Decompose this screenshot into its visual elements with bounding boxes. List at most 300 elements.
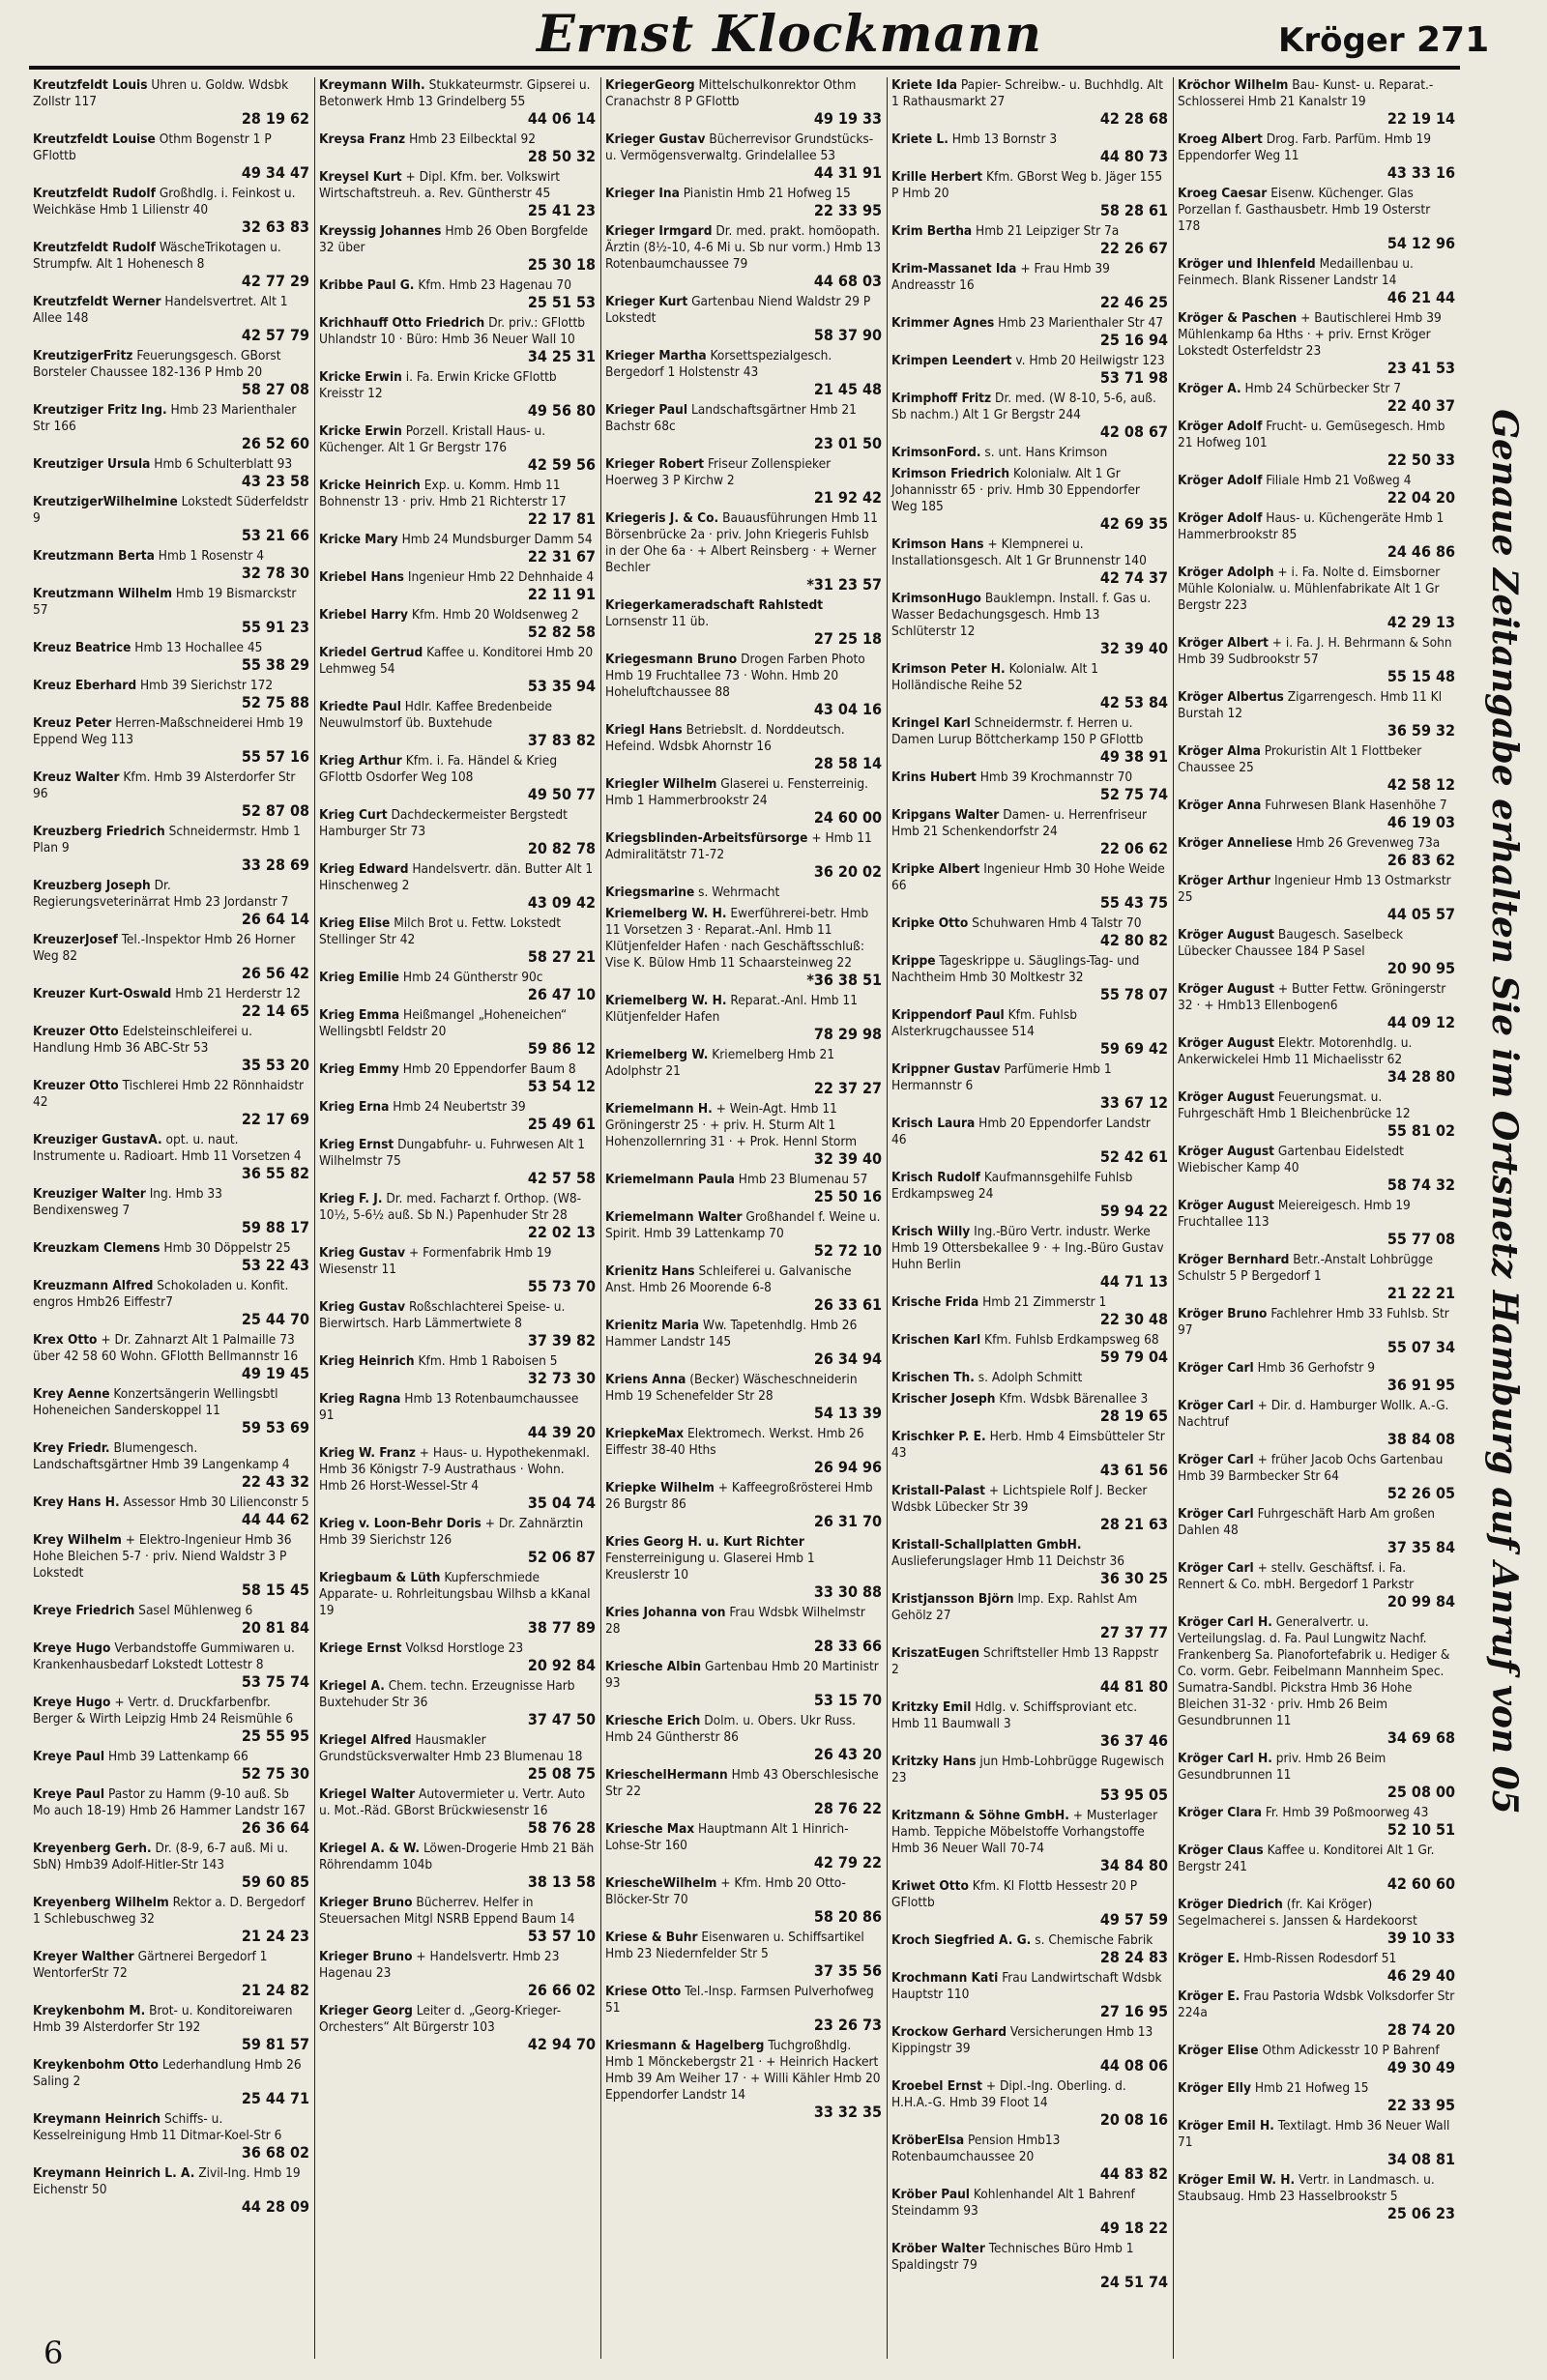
entry-phone: 52 75 74 [1099,785,1168,803]
entry-description: Assessor Hmb 30 Lilienconstr 5 [123,1495,309,1510]
directory-entry [891,1332,1168,1365]
directory-entry [605,1534,882,1600]
entry-name: Krimson Peter H. [891,661,1006,677]
entry-name: Kricke Heinrich [319,478,421,493]
directory-entry [1178,1560,1455,1610]
entry-phone: 44 83 82 [1099,2164,1168,2183]
entry-description: Versicherungen Hmb 13 Kippingstr 39 [891,2024,1153,2056]
entry-phone: 22 26 67 [1099,239,1168,257]
entry-phone: 52 72 10 [813,1241,882,1260]
entry-phone: 49 38 91 [1099,747,1168,766]
entry-description: Dolm. u. Obers. Ukr Russ. Hmb 24 Güntherstr 86 [605,1713,857,1745]
directory-entry [891,537,1168,586]
entry-description: Hmb 21 Zimmerstr 1 [982,1294,1107,1310]
entry-name: Kriege Ernst [319,1640,402,1656]
entry-description: Korsettspezialgesch. Bergedorf 1 Holstenstr 43 [605,348,832,380]
entry-description: Damen- u. Herrenfriseur Hmb 21 Schenkendorfstr 24 [891,807,1148,839]
directory-entry [1178,310,1455,376]
entry-description: Hmb 39 Lattenkamp 66 [107,1749,248,1764]
entry-phone: 59 69 42 [1099,1039,1168,1058]
entry-name: Kriete L. [891,131,949,147]
entry-description: Porzell. Kristall Haus- u. Küchenger. Alt 1 Gr Bergstr 176 [319,423,546,455]
entry-phone: 27 16 95 [1099,2002,1168,2020]
entry-description: Lederhandlung Hmb 26 Saling 2 [33,2057,302,2089]
entry-description: Kfm. Fuhlsb Alsterkrugchaussee 514 [891,1007,1077,1039]
entry-name: Kröger E. [1178,1988,1241,2004]
directory-entry [891,953,1168,1002]
entry-description: Kfm. GBorst Weg b. Jäger 155 P Hmb 20 [891,169,1163,201]
entry-description: Tageskrippe u. Säuglings-Tag- und Nachtheim Hmb 30 Moltkestr 32 [891,953,1140,985]
entry-description: Ing.-Büro Vertr. industr. Werke Hmb 19 Ottersbekallee 9 · + Ing.-Büro Gustav Huhn Berlin [891,1224,1164,1272]
entry-description: + Lichtspiele Rolf J. Becker Wdsbk Lübecker Str 39 [891,1483,1148,1515]
entry-phone: 53 22 43 [241,1256,309,1274]
entry-name: Kriegsblinden-Arbeitsfürsorge [605,830,808,846]
entry-name: Kröger Alma [1178,743,1261,759]
entry-name: Kripke Otto [891,915,969,931]
entry-phone: 58 27 21 [527,947,596,966]
entry-name: KröberElsa [891,2133,965,2148]
directory-entry [319,1516,596,1565]
directory-entry [319,1137,596,1186]
entry-name: Kriepke Wilhelm [605,1480,715,1495]
entry-phone: 25 55 95 [241,1727,309,1745]
entry-description: Gartenbau Niend Waldstr 29 P Lokstedt [605,294,871,326]
entry-name: Kreuzberg Joseph [33,878,151,893]
directory-entry [1178,1398,1455,1447]
entry-phone: 28 76 22 [813,1799,882,1817]
directory-entry [605,1767,882,1816]
entry-phone: 43 61 56 [1099,1461,1168,1479]
entry-name: Krimpen Leendert [891,353,1012,368]
entry-phone: 42 57 58 [527,1169,596,1187]
entry-description: Löwen-Drogerie Hmb 21 Bäh Röhrendamm 104b [319,1841,595,1872]
entry-phone: 55 91 23 [241,618,309,636]
entry-name: Kriegl Hans [605,722,683,738]
directory-entry [33,240,309,289]
entry-name: Kröger Anneliese [1178,835,1293,851]
entry-phone: 53 75 74 [241,1672,309,1691]
directory-entry [1178,1897,1455,1946]
entry-name: Kritzky Hans [891,1754,977,1769]
entry-description: Feuerungsmat. u. Fuhrgeschäft Hmb 1 Bleichenbrücke 12 [1178,1089,1411,1121]
entry-description: + Dir. d. Hamburger Wollk. A.-G. Nachtruf [1178,1398,1449,1430]
entry-phone: 21 45 48 [813,380,882,398]
directory-entry [319,169,596,218]
entry-name: Kroeg Caesar [1178,186,1268,201]
entry-name: Kröger August [1178,1035,1275,1051]
entry-phone: 36 55 82 [241,1164,309,1182]
directory-entry [33,1332,309,1381]
entry-name: Kriwet Otto [891,1878,969,1894]
directory-entry [1178,473,1455,506]
directory-entry [605,1209,882,1259]
entry-name: Kristall-Schallplatten GmbH. [891,1537,1082,1553]
entry-phone: 42 77 29 [241,272,309,290]
entry-description: Vertr. in Landmasch. u. Staubsaug. Hmb 23 Hasselbrookstr 5 [1178,2172,1435,2204]
directory-entry [1178,131,1455,181]
directory-entry [891,223,1168,256]
column-1 [29,77,315,2359]
directory-entry [33,1695,309,1744]
entry-phone: 44 81 80 [1099,1677,1168,1696]
directory-entry [33,586,309,635]
entry-phone: 55 78 07 [1099,985,1168,1003]
directory-entry [1178,77,1455,127]
entry-phone: 32 63 83 [241,218,309,236]
entry-name: Kriegeris J. & Co. [605,510,719,526]
entry-phone: 52 10 51 [1386,1820,1455,1839]
directory-entry [33,932,309,981]
entry-phone: 22 19 14 [1386,109,1455,128]
entry-name: Krex Otto [33,1332,98,1348]
entry-description: Tel.-Inspektor Hmb 26 Horner Weg 82 [33,932,296,964]
directory-entry [605,1875,882,1925]
entry-phone: 42 57 79 [241,326,309,344]
entry-description: Hmb 23 Marienthaler Str 47 [998,315,1164,331]
directory-entry [33,456,309,489]
entry-name: Kröger Carl [1178,1398,1254,1413]
page-number: 271 [1416,20,1490,60]
entry-phone: 25 08 00 [1386,1783,1455,1801]
entry-name: Kreymann Wilh. [319,77,425,93]
entry-description: Lornsenstr 11 üb. [605,614,710,629]
entry-phone: 27 37 77 [1099,1623,1168,1641]
entry-description: Bauklempn. Install. f. Gas u. Wasser Bedachungsgesch. Hmb 13 Schlüterstr 12 [891,591,1152,639]
columns-container [29,77,1460,2359]
directory-entry [33,1240,309,1273]
directory-entry [891,1591,1168,1640]
directory-entry [33,1278,309,1327]
directory-entry [605,652,882,717]
entry-name: Kriemelmann H. [605,1101,713,1117]
entry-description: Frau Pastoria Wdsbk Volksdorfer Str 224a [1178,1988,1455,2020]
entry-name: Krisch Rudolf [891,1170,980,1185]
directory-entry [605,186,882,218]
entry-description: Kaffee u. Konditorei Alt 1 Gr. Bergstr 241 [1178,1843,1435,1874]
entry-name: Krimson Hans [891,537,984,552]
entry-name: Kriemelberg W. [605,1047,709,1062]
entry-name: Kreymann Heinrich [33,2111,161,2127]
entry-name: Kreysa Franz [319,131,406,147]
directory-entry [1178,635,1455,684]
entry-phone: 53 95 05 [1099,1785,1168,1804]
entry-name: Krieg Emilie [319,970,399,985]
entry-phone: 22 30 48 [1099,1310,1168,1328]
entry-description: s. Adolph Schmitt [978,1370,1083,1385]
entry-name: Kröger Bruno [1178,1306,1268,1321]
entry-name: Kristjansson Björn [891,1591,1014,1607]
directory-entry [319,1099,596,1132]
directory-entry [33,2057,309,2106]
entry-name: Kreykenbohm Otto [33,2057,159,2073]
entry-name: Kriegel A. [319,1678,385,1694]
entry-phone: 22 06 62 [1099,839,1168,857]
entry-name: Kröger Anna [1178,798,1262,813]
entry-phone: 37 47 50 [527,1710,596,1728]
entry-name: Krieg v. Loon-Behr Doris [319,1516,482,1531]
directory-entry [319,1007,596,1057]
directory-entry [1178,2043,1455,2075]
directory-entry [319,1245,596,1294]
entry-phone: 22 17 69 [241,1110,309,1128]
directory-entry [319,1786,596,1836]
entry-description: Herren-Maßschneiderei Hmb 19 Eppend Weg 113 [33,715,304,747]
entry-description: Hmb 39 Krochmannstr 70 [979,769,1133,785]
entry-phone: 59 53 69 [241,1418,309,1437]
entry-phone: 20 92 84 [527,1656,596,1674]
entry-name: Kriegel Alfred [319,1732,412,1748]
directory-entry [1178,689,1455,739]
directory-entry [319,1191,596,1240]
entry-phone: 44 71 13 [1099,1272,1168,1291]
directory-entry [891,1754,1168,1803]
entry-phone: 53 21 66 [241,526,309,544]
entry-phone: 59 86 12 [527,1039,596,1058]
entry-name: Krippner Gustav [891,1061,1001,1077]
directory-entry [33,1895,309,1944]
entry-name: Kreuziger GustavA. [33,1132,162,1147]
entry-name: Kriese & Buhr [605,1930,698,1945]
directory-entry [33,2165,309,2215]
directory-entry [33,1786,309,1836]
entry-phone: 46 21 44 [1386,288,1455,306]
entry-phone: 58 15 45 [241,1581,309,1599]
directory-entry [33,1603,309,1636]
entry-description: Frucht- u. Gemüsegesch. Hmb 21 Hofweg 101 [1178,419,1445,450]
entry-phone: 52 75 88 [241,693,309,711]
entry-phone: 34 69 68 [1386,1728,1455,1747]
entry-description: Fr. Hmb 39 Poßmoorweg 43 [1265,1805,1429,1820]
entry-description: + Frau Hmb 39 Andreasstr 16 [891,261,1110,293]
entry-description: Kriemelberg Hmb 21 Adolphstr 21 [605,1047,835,1079]
footer-page-marker: 6 [44,2335,64,2371]
entry-phone: 26 47 10 [527,985,596,1003]
entry-name: Krieg Gustav [319,1245,406,1261]
entry-phone: 23 01 50 [813,434,882,452]
entry-phone: 34 08 81 [1386,2150,1455,2168]
entry-description: Pension Hmb13 Rotenbaumchaussee 20 [891,2133,1061,2164]
directory-entry [891,2187,1168,2236]
directory-entry [33,1386,309,1436]
entry-phone: 49 30 49 [1386,2058,1455,2076]
entry-phone: 42 60 60 [1386,1874,1455,1893]
entry-name: Kriegesmann Bruno [605,652,738,667]
entry-description: Hmb 23 Eilbecktal 92 [409,131,537,147]
entry-name: Krieger Gustav [605,131,706,147]
entry-name: Krienitz Maria [605,1318,700,1333]
entry-name: Kroeg Albert [1178,131,1263,147]
entry-name: Kröger Diedrich [1178,1897,1283,1912]
directory-entry [33,131,309,181]
entry-description: + Klempnerei u. Installationsgesch. Alt 1 Gr Brunnenstr 140 [891,537,1147,568]
entry-description: Kfm. Kl Flottb Hessestr 20 P GFlottb [891,1878,1138,1910]
entry-phone: 25 44 71 [241,2089,309,2107]
entry-phone: 25 06 23 [1386,2204,1455,2222]
entry-description: Elektromech. Werkst. Hmb 26 Eiffestr 38-40 Hths [605,1426,864,1458]
entry-description: Hmb 21 Herderstr 12 [175,986,301,1001]
entry-phone: 28 50 32 [527,147,596,165]
entry-description: Heißmangel „Hoheneichen“ Wellingsbtl Feldstr 20 [319,1007,568,1039]
entry-name: Kriegbaum & Lüth [319,1570,441,1585]
entry-phone: 42 80 82 [1099,931,1168,949]
entry-phone: 22 40 37 [1386,396,1455,415]
entry-phone: 55 77 08 [1386,1230,1455,1248]
directory-entry [605,1372,882,1421]
entry-description: Hmb 26 Grevenweg 73a [1296,835,1441,851]
entry-phone: 24 51 74 [1099,2273,1168,2291]
entry-name: Kriesmann & Hagelberg [605,2038,765,2053]
directory-entry [891,1970,1168,2019]
entry-name: Krieg Erna [319,1099,390,1115]
directory-entry [891,1878,1168,1928]
entry-description: Hdlg. v. Schiffsproviant etc. Hmb 11 Baumwall 3 [891,1699,1138,1731]
entry-phone: 44 05 57 [1386,905,1455,923]
entry-description: Elektr. Motorenhdlg. u. Ankerwickelei Hmb 11 Michaelisstr 62 [1178,1035,1413,1067]
directory-entry [319,77,596,127]
directory-entry [33,1024,309,1073]
entry-description: Drog. Farb. Parfüm. Hmb 19 Eppendorfer Weg 11 [1178,131,1432,163]
entry-phone: 38 84 08 [1386,1430,1455,1448]
entry-phone: 37 35 56 [813,1961,882,1980]
entry-phone: 36 91 95 [1386,1376,1455,1394]
entry-description: Meiereigesch. Hmb 19 Fruchtallee 113 [1178,1198,1411,1230]
entry-phone: 22 33 95 [813,201,882,219]
entry-description: Kfm. Hmb 23 Hagenau 70 [418,277,571,293]
directory-entry [319,753,596,802]
entry-phone: 25 30 18 [527,255,596,274]
directory-entry [33,1841,309,1890]
directory-entry [1178,381,1455,414]
directory-entry [891,2133,1168,2182]
entry-description: + früher Jacob Ochs Gartenbau Hmb 39 Barmbecker Str 64 [1178,1452,1444,1484]
entry-phone: 25 08 75 [527,1764,596,1783]
directory-entry [33,1440,309,1490]
entry-description: Pianistin Hmb 21 Hofweg 15 [683,186,851,201]
directory-entry [1178,1805,1455,1838]
entry-name: Krey Hans H. [33,1495,120,1510]
entry-description: Papier- Schreibw.- u. Buchhdlg. Alt 1 Rathausmarkt 27 [891,77,1163,109]
entry-phone: 26 56 42 [241,964,309,982]
entry-phone: 26 43 20 [813,1745,882,1763]
entry-phone: 49 18 22 [1099,2219,1168,2237]
entry-name: Krisch Willy [891,1224,971,1239]
entry-name: Krischen Karl [891,1332,981,1348]
directory-entry [319,1895,596,1944]
entry-description: Schriftsteller Hmb 13 Rappstr 2 [891,1645,1158,1677]
entry-phone: 52 42 61 [1099,1147,1168,1166]
entry-description: Kfm. Wdsbk Bärenallee 3 [999,1391,1149,1407]
entry-phone: *31 23 57 [806,575,882,594]
directory-entry [891,1391,1168,1424]
entry-description: + Bautischlerei Hmb 39 Mühlenkamp 6a Hths · + priv. Ernst Kröger Lokstedt Osterfeldstr 23 [1178,310,1442,359]
directory-entry [891,1170,1168,1219]
entry-phone: 42 58 12 [1386,775,1455,794]
directory-entry [891,715,1168,765]
entry-phone: 26 33 61 [813,1295,882,1314]
entry-name: Krieg Emmy [319,1061,399,1077]
directory-entry [1178,1751,1455,1800]
entry-description: Hmb 36 Gerhofstr 9 [1257,1360,1375,1376]
entry-phone: 22 33 95 [1386,2096,1455,2114]
directory-entry [891,1699,1168,1749]
directory-entry [319,478,596,527]
entry-phone: 59 88 17 [241,1218,309,1236]
entry-description: Schneidermstr. f. Herren u. Damen Lurup Böttcherkamp 150 P GFlottb [891,715,1144,747]
entry-name: Kreuzberg Friedrich [33,824,165,839]
directory-entry [33,986,309,1019]
entry-name: KriszatEugen [891,1645,980,1661]
entry-description: + Dipl. Kfm. ber. Volkswirt Wirtschaftstreuh. a. Rev. Güntherstr 45 [319,169,561,201]
entry-description: Ing. Hmb 33 Bendixensweg 7 [33,1186,222,1218]
entry-name: KrimsonHugo [891,591,981,606]
entry-name: Kröger Clara [1178,1805,1262,1820]
directory-entry [891,1294,1168,1327]
entry-phone: 20 82 78 [527,839,596,857]
entry-name: Kreyenberg Gerh. [33,1841,152,1856]
entry-phone: 46 29 40 [1386,1966,1455,1985]
entry-phone: 26 36 64 [241,1818,309,1837]
entry-name: Kröger Albert [1178,635,1269,651]
entry-phone: 58 37 90 [813,326,882,344]
directory-entry [891,915,1168,948]
entry-name: Kripgans Walter [891,807,1000,823]
entry-name: Krieger Bruno [319,1949,413,1964]
entry-description: Landschaftsgärtner Hmb 21 Bachstr 68c [605,402,857,434]
entry-phone: 46 19 03 [1386,813,1455,831]
entry-phone: 42 74 37 [1099,568,1168,587]
entry-phone: 59 79 04 [1099,1348,1168,1366]
entry-phone: 27 25 18 [813,629,882,648]
entry-description: Ingenieur Hmb 30 Hohe Weide 66 [891,861,1165,893]
entry-phone: 22 02 13 [527,1223,596,1241]
entry-description: Hmb 24 Neubertstr 39 [393,1099,526,1115]
entry-phone: 32 39 40 [813,1149,882,1168]
entry-phone: 53 15 70 [813,1691,882,1709]
entry-description: Kolonialw. Alt 1 Gr Johannisstr 65 · priv. Hmb 30 Eppendorfer Weg 185 [891,466,1140,514]
directory-entry [319,223,596,273]
directory-entry [891,2241,1168,2290]
entry-phone: 52 82 58 [527,623,596,641]
directory-entry [1178,1843,1455,1892]
entry-description: Kolonialw. Alt 1 Holländische Reihe 52 [891,661,1099,693]
directory-entry [1178,2172,1455,2221]
entry-phone: 43 04 16 [813,700,882,718]
entry-name: Kreuzer Otto [33,1024,119,1039]
directory-entry [319,532,596,565]
directory-entry [891,769,1168,802]
entry-name: Kripke Albert [891,861,980,877]
directory-entry [891,315,1168,348]
directory-entry [891,1645,1168,1695]
entry-description: Hmb 23 Blumenau 57 [738,1172,868,1187]
entry-description: Hmb 30 Döppelstr 25 [163,1240,291,1256]
entry-name: Kröger Carl [1178,1452,1254,1467]
entry-name: Krey Friedr. [33,1440,110,1456]
entry-description: + Dr. Zahnärztin Hmb 39 Sierichstr 126 [319,1516,584,1548]
entry-name: Kröger Adolf [1178,473,1263,488]
entry-name: Krieger Ina [605,186,680,201]
entry-name: Kribbe Paul G. [319,277,415,293]
directory-entry [319,569,596,602]
entry-name: Krins Hubert [891,769,977,785]
entry-description: Blumengesch. Landschaftsgärtner Hmb 39 Langenkamp 4 [33,1440,290,1472]
entry-name: Kreuz Eberhard [33,678,137,693]
directory-entry [1178,798,1455,830]
entry-phone: 22 14 65 [241,1001,309,1020]
entry-description: Chem. techn. Erzeugnisse Harb Buxtehuder Str 36 [319,1678,575,1710]
entry-phone: 52 26 05 [1386,1484,1455,1502]
entry-phone: 55 07 34 [1386,1338,1455,1356]
